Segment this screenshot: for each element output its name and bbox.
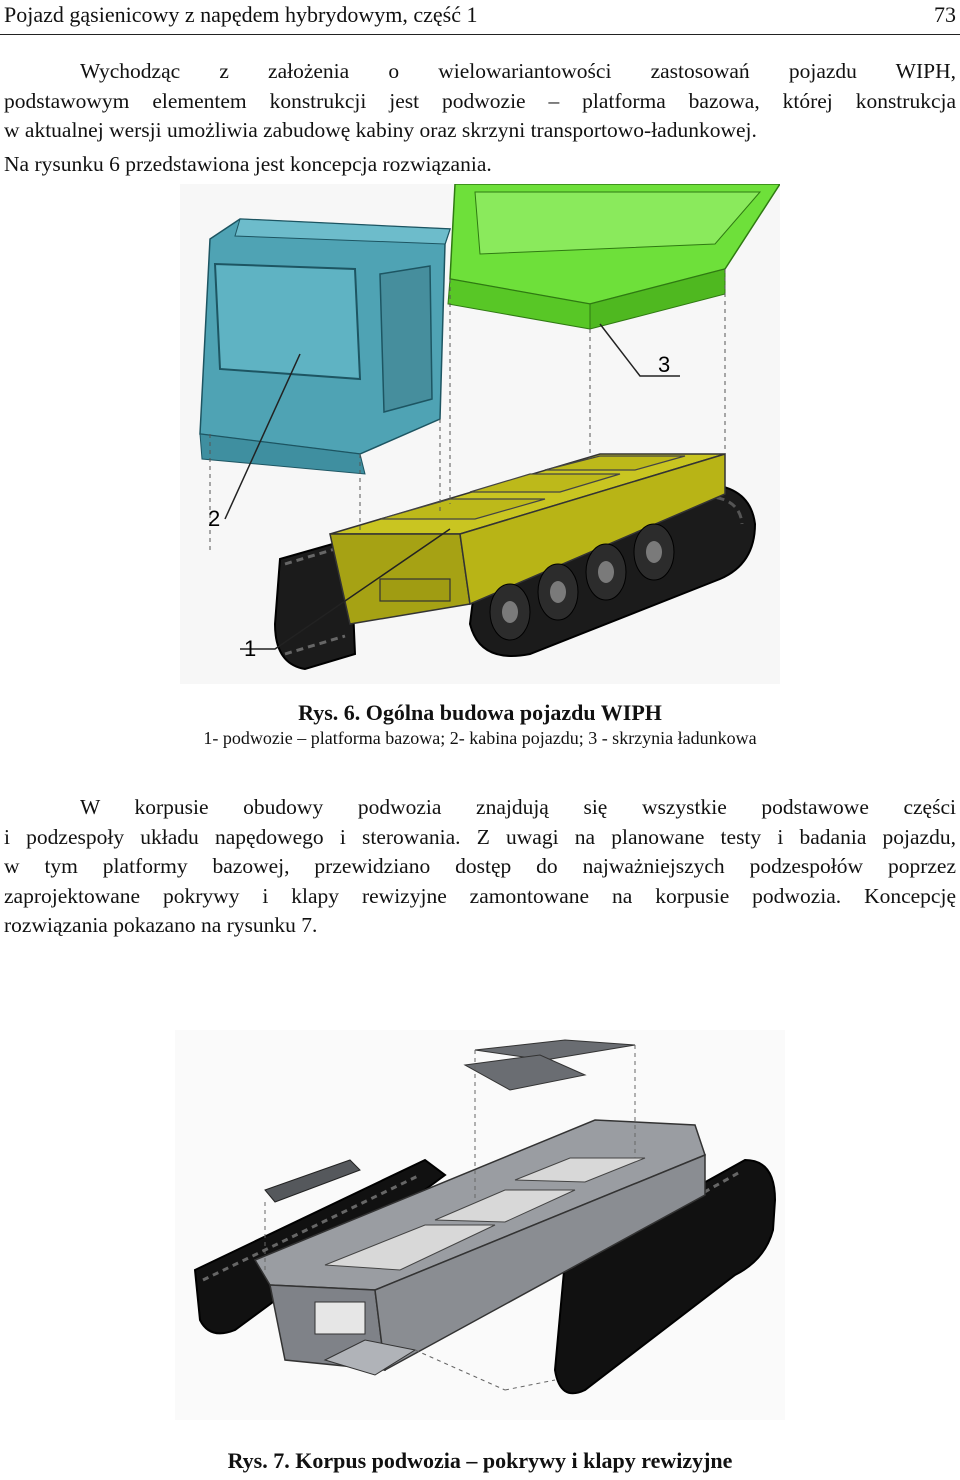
- paragraph-line: w aktualnej wersji umożliwia zabudowę kabiny oraz skrzyni transportowo-ładunkowej.: [4, 118, 757, 142]
- callout-2: 2: [208, 506, 221, 531]
- page-number: 73: [934, 2, 956, 27]
- paragraph-line: rozwiązania pokazano na rysunku 7.: [4, 913, 318, 937]
- paragraph-line: zaprojektowane pokrywy i klapy rewizyjne zamontowane na korpusie podwozia. Koncepcję: [4, 883, 956, 908]
- paragraph-line: Na rysunku 6 przedstawiona jest koncepcja rozwiązania.: [4, 151, 492, 176]
- figure-6-legend: 1- podwozie – platforma bazowa; 2- kabina pojazdu; 3 - skrzynia ładunkowa: [203, 728, 757, 748]
- paragraph-line: Wychodząc z założenia o wielowariantowości zastosowań pojazdu WIPH,: [80, 59, 956, 83]
- paragraph-line: i podzespoły układu napędowego i sterowania. Z uwagi na planowane testy i badania pojazdu,: [4, 824, 956, 849]
- callout-3: 3: [658, 352, 671, 377]
- paragraph-body: [4, 793, 956, 941]
- paragraph-line: W korpusie obudowy podwozia znajdują się wszystkie podstawowe części: [80, 795, 956, 819]
- figure-7-caption-title: Rys. 7. Korpus podwozia – pokrywy i klapy rewizyjne: [227, 1448, 733, 1473]
- figure-6-caption-title: Rys. 6. Ogólna budowa pojazdu WIPH: [298, 700, 662, 725]
- paragraph-line: podstawowym elementem konstrukcji jest podwozie – platforma bazowa, której konstrukcja: [4, 88, 956, 113]
- figure-7-chassis-illustration: [175, 1030, 785, 1420]
- running-title: Pojazd gąsienicowy z napędem hybrydowym, część 1: [4, 2, 478, 27]
- running-header: [0, 0, 960, 35]
- figure-7-caption: [0, 1448, 960, 1474]
- figure-6-caption: [0, 700, 960, 749]
- paragraph-line: w tym platformy bazowej, przewidziano dostęp do najważniejszych podzespołów poprzez: [4, 854, 956, 878]
- callout-1: 1: [244, 636, 257, 661]
- figure-6-vehicle-illustration: [180, 184, 780, 684]
- paragraph-intro: [4, 57, 956, 179]
